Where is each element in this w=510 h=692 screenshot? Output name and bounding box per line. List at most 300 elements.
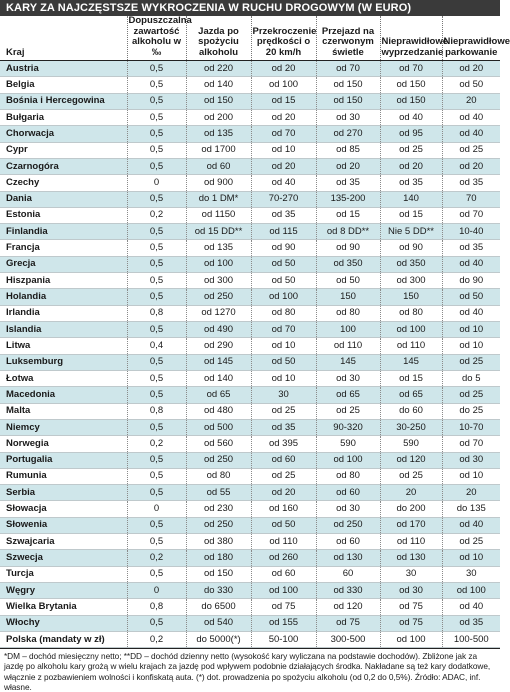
cell-alcohol-limit: 0,5	[127, 517, 186, 533]
cell-parking: od 35	[442, 240, 500, 256]
cell-drunk-driving: od 1270	[186, 305, 251, 321]
cell-parking: 10-70	[442, 419, 500, 435]
cell-overtaking: 30	[380, 566, 442, 582]
table-row	[0, 517, 500, 533]
cell-drunk-driving: od 220	[186, 61, 251, 77]
cell-alcohol-limit: 0,5	[127, 387, 186, 403]
table-row	[0, 240, 500, 256]
cell-speeding: od 160	[251, 501, 316, 517]
cell-parking: do 135	[442, 501, 500, 517]
cell-speeding: 50-100	[251, 631, 316, 647]
table-row	[0, 256, 500, 272]
cell-speeding: od 10	[251, 338, 316, 354]
cell-speeding: od 50	[251, 354, 316, 370]
table-row	[0, 77, 500, 93]
cell-red-light: od 25	[316, 403, 380, 419]
header-drunk-driving: Jazda po spożyciu alkoholu	[186, 16, 251, 61]
cell-country: Finlandia	[0, 224, 127, 240]
cell-speeding: od 75	[251, 599, 316, 615]
cell-red-light: od 330	[316, 583, 380, 599]
cell-alcohol-limit: 0,5	[127, 77, 186, 93]
cell-speeding: od 20	[251, 158, 316, 174]
table-row	[0, 501, 500, 517]
cell-alcohol-limit: 0,4	[127, 338, 186, 354]
cell-alcohol-limit: 0,5	[127, 109, 186, 125]
cell-drunk-driving: od 100	[186, 256, 251, 272]
cell-drunk-driving: od 145	[186, 354, 251, 370]
cell-country: Łotwa	[0, 370, 127, 386]
table-row	[0, 436, 500, 452]
cell-red-light: od 250	[316, 517, 380, 533]
table-row	[0, 158, 500, 174]
cell-alcohol-limit: 0,2	[127, 436, 186, 452]
cell-alcohol-limit: 0,5	[127, 224, 186, 240]
cell-alcohol-limit: 0,5	[127, 370, 186, 386]
cell-overtaking: od 70	[380, 61, 442, 77]
cell-alcohol-limit: 0,5	[127, 354, 186, 370]
cell-red-light: od 110	[316, 338, 380, 354]
cell-speeding: od 115	[251, 224, 316, 240]
cell-overtaking: od 120	[380, 452, 442, 468]
cell-country: Hiszpania	[0, 273, 127, 289]
cell-country: Węgry	[0, 583, 127, 599]
cell-parking: od 30	[442, 452, 500, 468]
cell-parking: od 20	[442, 158, 500, 174]
cell-parking: od 10	[442, 338, 500, 354]
cell-speeding: od 155	[251, 615, 316, 631]
cell-drunk-driving: do 5000(*)	[186, 631, 251, 647]
cell-country: Grecja	[0, 256, 127, 272]
cell-alcohol-limit: 0,5	[127, 61, 186, 77]
cell-overtaking: od 20	[380, 158, 442, 174]
cell-overtaking: od 75	[380, 615, 442, 631]
cell-red-light: 100	[316, 322, 380, 338]
cell-alcohol-limit: 0,5	[127, 468, 186, 484]
cell-speeding: od 100	[251, 289, 316, 305]
cell-overtaking: od 25	[380, 468, 442, 484]
table-row	[0, 452, 500, 468]
cell-alcohol-limit: 0,8	[127, 305, 186, 321]
cell-drunk-driving: od 150	[186, 566, 251, 582]
cell-red-light: od 35	[316, 175, 380, 191]
cell-overtaking: od 40	[380, 109, 442, 125]
cell-overtaking: 590	[380, 436, 442, 452]
cell-drunk-driving: od 480	[186, 403, 251, 419]
table-row	[0, 224, 500, 240]
cell-drunk-driving: do 330	[186, 583, 251, 599]
cell-overtaking: od 90	[380, 240, 442, 256]
cell-speeding: od 70	[251, 126, 316, 142]
cell-drunk-driving: od 65	[186, 387, 251, 403]
cell-parking: od 25	[442, 354, 500, 370]
cell-red-light: od 120	[316, 599, 380, 615]
cell-speeding: od 100	[251, 583, 316, 599]
cell-parking: od 35	[442, 615, 500, 631]
cell-parking: od 20	[442, 61, 500, 77]
cell-country: Portugalia	[0, 452, 127, 468]
cell-overtaking: do 60	[380, 403, 442, 419]
cell-overtaking: od 100	[380, 322, 442, 338]
table-row	[0, 615, 500, 631]
cell-red-light: od 20	[316, 158, 380, 174]
cell-parking: od 25	[442, 142, 500, 158]
cell-speeding: od 90	[251, 240, 316, 256]
cell-drunk-driving: od 900	[186, 175, 251, 191]
cell-drunk-driving: od 1700	[186, 142, 251, 158]
cell-overtaking: od 15	[380, 207, 442, 223]
cell-country: Austria	[0, 61, 127, 77]
cell-parking: od 10	[442, 550, 500, 566]
cell-speeding: od 50	[251, 256, 316, 272]
cell-alcohol-limit: 0,5	[127, 289, 186, 305]
cell-parking: od 100	[442, 583, 500, 599]
cell-speeding: od 35	[251, 207, 316, 223]
table-row	[0, 583, 500, 599]
cell-red-light: od 80	[316, 468, 380, 484]
cell-drunk-driving: od 150	[186, 93, 251, 109]
cell-overtaking: od 130	[380, 550, 442, 566]
cell-overtaking: 145	[380, 354, 442, 370]
cell-drunk-driving: do 6500	[186, 599, 251, 615]
cell-parking: od 70	[442, 207, 500, 223]
cell-red-light: od 60	[316, 485, 380, 501]
cell-drunk-driving: od 540	[186, 615, 251, 631]
cell-speeding: od 110	[251, 534, 316, 550]
cell-drunk-driving: od 1150	[186, 207, 251, 223]
cell-red-light: od 30	[316, 109, 380, 125]
cell-overtaking: od 300	[380, 273, 442, 289]
cell-red-light: od 50	[316, 273, 380, 289]
cell-red-light: od 8 DD**	[316, 224, 380, 240]
table-row	[0, 387, 500, 403]
cell-speeding: od 25	[251, 468, 316, 484]
cell-overtaking: od 15	[380, 370, 442, 386]
cell-parking: 70	[442, 191, 500, 207]
cell-alcohol-limit: 0,5	[127, 419, 186, 435]
cell-alcohol-limit: 0	[127, 501, 186, 517]
cell-alcohol-limit: 0,5	[127, 191, 186, 207]
fines-table	[0, 15, 510, 648]
cell-speeding: od 25	[251, 403, 316, 419]
cell-alcohol-limit: 0,5	[127, 322, 186, 338]
cell-drunk-driving: od 200	[186, 109, 251, 125]
table-row	[0, 403, 500, 419]
cell-country: Islandia	[0, 322, 127, 338]
cell-country: Holandia	[0, 289, 127, 305]
cell-country: Wielka Brytania	[0, 599, 127, 615]
cell-alcohol-limit: 0,5	[127, 534, 186, 550]
table-body	[0, 61, 500, 648]
cell-red-light: od 60	[316, 534, 380, 550]
cell-country: Estonia	[0, 207, 127, 223]
table-row	[0, 175, 500, 191]
table-row	[0, 599, 500, 615]
cell-speeding: 70-270	[251, 191, 316, 207]
cell-red-light: od 75	[316, 615, 380, 631]
cell-country: Słowacja	[0, 501, 127, 517]
table-row	[0, 126, 500, 142]
table-row	[0, 550, 500, 566]
cell-speeding: od 80	[251, 305, 316, 321]
cell-country: Cypr	[0, 142, 127, 158]
cell-parking: do 25	[442, 403, 500, 419]
cell-parking: do 5	[442, 370, 500, 386]
cell-country: Luksemburg	[0, 354, 127, 370]
cell-country: Bułgaria	[0, 109, 127, 125]
cell-alcohol-limit: 0,2	[127, 550, 186, 566]
cell-alcohol-limit: 0,5	[127, 273, 186, 289]
cell-speeding: od 50	[251, 273, 316, 289]
table-row	[0, 207, 500, 223]
cell-parking: od 50	[442, 289, 500, 305]
cell-country: Włochy	[0, 615, 127, 631]
cell-speeding: od 260	[251, 550, 316, 566]
cell-overtaking: 150	[380, 289, 442, 305]
cell-alcohol-limit: 0,5	[127, 615, 186, 631]
cell-parking: od 40	[442, 109, 500, 125]
table-row	[0, 142, 500, 158]
cell-speeding: od 100	[251, 77, 316, 93]
table-row	[0, 468, 500, 484]
cell-overtaking: od 150	[380, 93, 442, 109]
cell-parking: od 25	[442, 387, 500, 403]
cell-alcohol-limit: 0	[127, 583, 186, 599]
cell-country: Litwa	[0, 338, 127, 354]
cell-alcohol-limit: 0,5	[127, 485, 186, 501]
cell-country: Dania	[0, 191, 127, 207]
cell-overtaking: od 75	[380, 599, 442, 615]
table-row	[0, 93, 500, 109]
cell-speeding: od 10	[251, 370, 316, 386]
cell-drunk-driving: od 135	[186, 240, 251, 256]
cell-red-light: od 70	[316, 61, 380, 77]
cell-overtaking: od 350	[380, 256, 442, 272]
cell-overtaking: od 150	[380, 77, 442, 93]
cell-parking: od 50	[442, 77, 500, 93]
header-country: Kraj	[0, 16, 127, 61]
cell-parking: od 70	[442, 436, 500, 452]
cell-drunk-driving: od 250	[186, 452, 251, 468]
cell-parking: od 35	[442, 175, 500, 191]
cell-speeding: od 10	[251, 142, 316, 158]
cell-drunk-driving: od 560	[186, 436, 251, 452]
cell-red-light: od 150	[316, 93, 380, 109]
cell-drunk-driving: od 180	[186, 550, 251, 566]
cell-country: Belgia	[0, 77, 127, 93]
cell-alcohol-limit: 0,8	[127, 599, 186, 615]
table-row	[0, 338, 500, 354]
cell-drunk-driving: od 140	[186, 370, 251, 386]
cell-drunk-driving: od 15 DD**	[186, 224, 251, 240]
cell-alcohol-limit: 0,2	[127, 631, 186, 647]
cell-alcohol-limit: 0,5	[127, 126, 186, 142]
cell-red-light: od 150	[316, 77, 380, 93]
cell-overtaking: od 110	[380, 338, 442, 354]
cell-drunk-driving: od 380	[186, 534, 251, 550]
cell-parking: od 40	[442, 517, 500, 533]
cell-overtaking: Nie 5 DD**	[380, 224, 442, 240]
cell-parking: od 40	[442, 256, 500, 272]
cell-parking: do 90	[442, 273, 500, 289]
cell-alcohol-limit: 0,5	[127, 93, 186, 109]
cell-red-light: 590	[316, 436, 380, 452]
cell-drunk-driving: od 500	[186, 419, 251, 435]
cell-parking: 30	[442, 566, 500, 582]
footnote: *DM – dochód miesięczny netto; **DD – dochód dzienny netto (wysokość kary wyliczana na podstawie dochodów). Zbliżone jak za jazdę po alkoholu kary grożą w wielu krajach za jazdę pod wpływem podobnie działających środka. Nakładane są też kary dodatkowe, włącznie z pozbawieniem wolności i konfiskatą auta. (*) dot. prowadzenia po spożyciu alkoholu (od 0,2 do 0,5%). Źródło: ADAC, inf. własne.	[0, 648, 500, 692]
cell-parking: 10-40	[442, 224, 500, 240]
cell-red-light: 60	[316, 566, 380, 582]
cell-overtaking: 140	[380, 191, 442, 207]
cell-speeding: od 20	[251, 61, 316, 77]
cell-country: Serbia	[0, 485, 127, 501]
cell-alcohol-limit: 0,5	[127, 566, 186, 582]
cell-speeding: od 20	[251, 109, 316, 125]
table-row	[0, 109, 500, 125]
table-row	[0, 273, 500, 289]
table-row	[0, 354, 500, 370]
cell-overtaking: od 80	[380, 305, 442, 321]
cell-country: Polska (mandaty w zł)	[0, 631, 127, 647]
cell-country: Norwegia	[0, 436, 127, 452]
cell-alcohol-limit: 0,2	[127, 207, 186, 223]
cell-country: Czechy	[0, 175, 127, 191]
cell-red-light: 135-200	[316, 191, 380, 207]
cell-overtaking: od 110	[380, 534, 442, 550]
cell-alcohol-limit: 0,8	[127, 403, 186, 419]
cell-country: Czarnogóra	[0, 158, 127, 174]
cell-drunk-driving: od 80	[186, 468, 251, 484]
cell-speeding: od 395	[251, 436, 316, 452]
header-overtaking: Nieprawidłowe wyprzedzanie	[380, 16, 442, 61]
cell-overtaking: 30-250	[380, 419, 442, 435]
cell-alcohol-limit: 0,5	[127, 240, 186, 256]
cell-drunk-driving: od 490	[186, 322, 251, 338]
cell-red-light: od 15	[316, 207, 380, 223]
cell-speeding: od 40	[251, 175, 316, 191]
cell-red-light: 90-320	[316, 419, 380, 435]
table-row	[0, 419, 500, 435]
cell-drunk-driving: do 1 DM*	[186, 191, 251, 207]
cell-red-light: od 65	[316, 387, 380, 403]
cell-country: Malta	[0, 403, 127, 419]
table-row	[0, 370, 500, 386]
cell-red-light: 145	[316, 354, 380, 370]
cell-parking: od 25	[442, 534, 500, 550]
table-header	[0, 15, 510, 61]
cell-speeding: od 70	[251, 322, 316, 338]
cell-red-light: od 30	[316, 370, 380, 386]
table-row	[0, 631, 500, 647]
cell-speeding: od 35	[251, 419, 316, 435]
cell-parking: od 40	[442, 599, 500, 615]
cell-red-light: 150	[316, 289, 380, 305]
table-title: KARY ZA NAJCZĘSTSZE WYKROCZENIA W RUCHU DROGOWYM (W EURO)	[0, 0, 500, 16]
cell-red-light: od 100	[316, 452, 380, 468]
cell-alcohol-limit: 0	[127, 175, 186, 191]
header-speeding: Przekroczenie prędkości o 20 km/h	[251, 16, 316, 61]
cell-drunk-driving: od 140	[186, 77, 251, 93]
header-row	[0, 16, 500, 61]
cell-red-light: od 30	[316, 501, 380, 517]
cell-speeding: 30	[251, 387, 316, 403]
cell-drunk-driving: od 250	[186, 517, 251, 533]
cell-parking: od 10	[442, 468, 500, 484]
cell-overtaking: od 30	[380, 583, 442, 599]
cell-red-light: od 270	[316, 126, 380, 142]
cell-country: Francja	[0, 240, 127, 256]
cell-overtaking: od 35	[380, 175, 442, 191]
cell-drunk-driving: od 55	[186, 485, 251, 501]
cell-overtaking: 20	[380, 485, 442, 501]
cell-country: Szwajcaria	[0, 534, 127, 550]
cell-drunk-driving: od 250	[186, 289, 251, 305]
table-row	[0, 191, 500, 207]
cell-drunk-driving: od 300	[186, 273, 251, 289]
cell-country: Macedonia	[0, 387, 127, 403]
cell-red-light: od 350	[316, 256, 380, 272]
header-alcohol-limit: Dopuszczalna zawartość alkoholu w ‰	[127, 16, 186, 61]
cell-country: Irlandia	[0, 305, 127, 321]
table-row	[0, 534, 500, 550]
cell-country: Turcja	[0, 566, 127, 582]
cell-red-light: od 130	[316, 550, 380, 566]
cell-parking: 20	[442, 93, 500, 109]
cell-red-light: od 80	[316, 305, 380, 321]
cell-parking: od 10	[442, 322, 500, 338]
cell-country: Szwecja	[0, 550, 127, 566]
header-parking: Nieprawidłowe parkowanie	[442, 16, 500, 61]
cell-speeding: od 60	[251, 452, 316, 468]
cell-parking: 100-500	[442, 631, 500, 647]
cell-country: Bośnia i Hercegowina	[0, 93, 127, 109]
cell-alcohol-limit: 0,5	[127, 142, 186, 158]
cell-overtaking: od 65	[380, 387, 442, 403]
cell-alcohol-limit: 0,5	[127, 452, 186, 468]
cell-drunk-driving: od 290	[186, 338, 251, 354]
cell-drunk-driving: od 230	[186, 501, 251, 517]
table-row	[0, 485, 500, 501]
cell-overtaking: od 100	[380, 631, 442, 647]
table-row	[0, 305, 500, 321]
cell-drunk-driving: od 135	[186, 126, 251, 142]
cell-country: Chorwacja	[0, 126, 127, 142]
cell-speeding: od 50	[251, 517, 316, 533]
table-row	[0, 289, 500, 305]
table-row	[0, 322, 500, 338]
cell-red-light: od 85	[316, 142, 380, 158]
cell-red-light: 300-500	[316, 631, 380, 647]
cell-red-light: od 90	[316, 240, 380, 256]
cell-country: Słowenia	[0, 517, 127, 533]
header-red-light: Przejazd na czerwonym świetle	[316, 16, 380, 61]
cell-parking: od 40	[442, 126, 500, 142]
cell-speeding: od 60	[251, 566, 316, 582]
cell-parking: 20	[442, 485, 500, 501]
cell-country: Rumunia	[0, 468, 127, 484]
cell-overtaking: od 95	[380, 126, 442, 142]
cell-overtaking: od 25	[380, 142, 442, 158]
cell-overtaking: do 200	[380, 501, 442, 517]
cell-speeding: od 15	[251, 93, 316, 109]
cell-speeding: od 20	[251, 485, 316, 501]
table-row	[0, 566, 500, 582]
cell-country: Niemcy	[0, 419, 127, 435]
cell-overtaking: od 170	[380, 517, 442, 533]
cell-alcohol-limit: 0,5	[127, 158, 186, 174]
cell-parking: od 40	[442, 305, 500, 321]
cell-drunk-driving: od 60	[186, 158, 251, 174]
cell-alcohol-limit: 0,5	[127, 256, 186, 272]
